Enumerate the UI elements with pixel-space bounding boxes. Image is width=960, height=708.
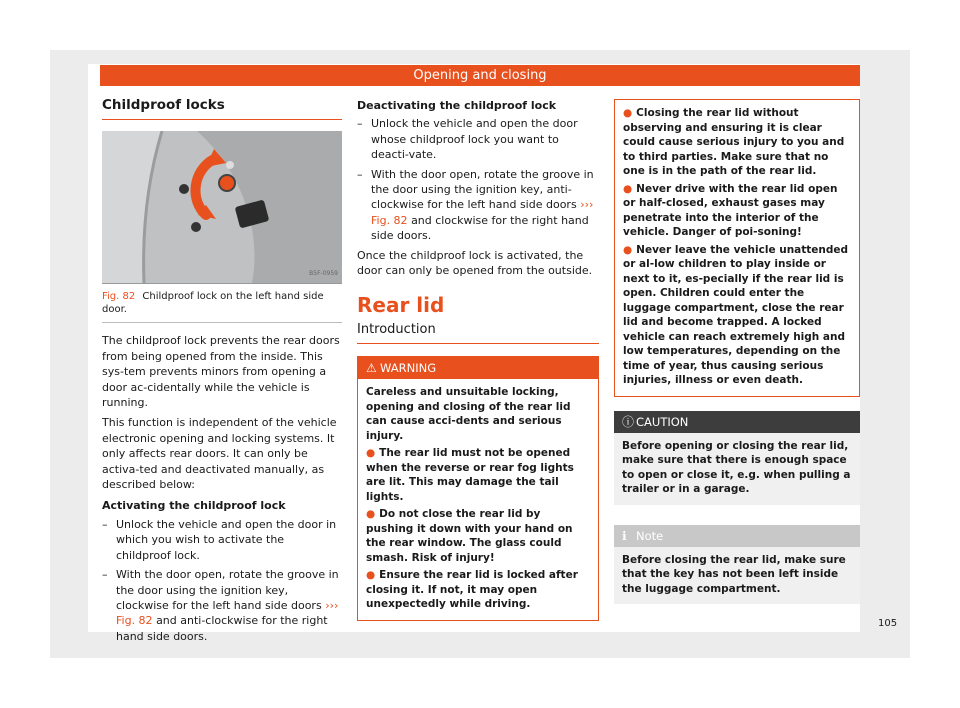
warning-item: ● Never drive with the rear lid open or half-closed, exhaust gases may penetrate into the interior of the vehicle. Danger of poi-soning! [623, 182, 838, 238]
caution-label: CAUTION [636, 414, 689, 429]
note-box [614, 525, 860, 605]
paragraph-after-activation: Once the childproof lock is activated, the door can only be opened from the outside. [357, 248, 593, 278]
warning-item: ● Ensure the rear lid is locked after closing it. If not, it may open unexpectedly while driving. [366, 569, 578, 611]
bullet-dot-icon: ● [623, 182, 633, 195]
middle-column [357, 98, 599, 633]
deactivating-steps [357, 116, 599, 243]
warning-continued-body [615, 100, 859, 396]
info-icon: ℹ [622, 528, 627, 543]
door-lock-illustration [102, 131, 342, 283]
warning-item: ● The rear lid must not be opened when the reverse or rear fog lights are lit. This may damage the tail lights. [366, 447, 574, 503]
figure-code: B5F-0959 [309, 270, 338, 277]
paragraph-function: This function is independent of the vehicle electronic opening and locking systems. It only affects rear doors. It can only be activa-ted and deactivated manually, as described below: [102, 416, 337, 492]
note-body: Before closing the rear lid, make sure that the key has not been left inside the luggage compartment. [614, 547, 860, 605]
figure-reference-link[interactable]: ››› Fig. 82 [371, 198, 594, 227]
bullet-dot-icon: ● [623, 107, 633, 119]
figure-caption-text: Childproof lock on the left hand side door. [102, 291, 324, 316]
warning-body [358, 379, 598, 620]
warning-box [357, 356, 599, 621]
caution-body: Before opening or closing the rear lid, make sure that there is enough space to open or close it, e.g. when pulling a trailer or in a garage. [614, 433, 860, 505]
section-title-childproof-locks: Childproof locks [102, 98, 342, 120]
section-title-rear-lid: Rear lid [357, 293, 445, 318]
subheading-deactivating: Deactivating the childproof lock [357, 99, 557, 112]
warning-item: ● Closing the rear lid without observing and ensuring it is clear could cause serious injury to you and to third parties. Make sure that no one is in the path of the rear lid. [623, 107, 845, 177]
deactivating-step: – Unlock the vehicle and open the door whose childproof lock you want to deacti-vate. [357, 116, 599, 162]
warning-item: ● Never leave the vehicle unattended or al-low children to play inside or next to it, es-pecially if the rear lid is open. Children could enter the luggage compartment, close the rear lid and become trapped. A locked vehicle can reach extremely high and low temperatures, depending on the time of year, thus causing serious injuries, illness or even death. [623, 243, 849, 386]
subheading-activating: Activating the childproof lock [102, 499, 286, 513]
bullet-dot-icon: ● [366, 447, 376, 460]
bullet-dot-icon: ● [366, 508, 376, 521]
activating-step: – Unlock the vehicle and open the door in which you wish to activate the childproof lock. [102, 517, 342, 563]
figure-label: Fig. 82 [102, 291, 136, 303]
activating-step: – With the door open, rotate the groove in the door using the ignition key, clockwise for the left hand side doors ››› Fig. 82 and anti-clockwise for the right hand side doors. [102, 567, 342, 644]
warning-header [358, 357, 598, 379]
subsection-title-introduction: Introduction [357, 322, 599, 344]
caution-circle-icon: ⓘ [622, 414, 635, 429]
note-header [614, 525, 860, 547]
page-number: 105 [878, 618, 898, 629]
warning-box-continued [614, 99, 860, 397]
note-label: Note [636, 528, 664, 543]
warning-triangle-icon: ⚠ [366, 361, 377, 376]
figure-reference-link[interactable]: ››› Fig. 82 [116, 598, 339, 628]
right-column [614, 99, 860, 616]
caution-box [614, 411, 860, 505]
paragraph-description: The childproof lock prevents the rear doors from being opened from the inside. This sys-tem prevents minors from opening a door ac-cidentally while the vehicle is running. [102, 334, 340, 410]
warning-intro: Careless and unsuitable locking, opening and closing of the rear lid can cause acci-dents and serious injury. [366, 386, 571, 442]
bullet-dot-icon: ● [366, 569, 376, 582]
warning-label: WARNING [380, 361, 437, 376]
bullet-dot-icon: ● [623, 243, 633, 256]
figure-childproof-lock [102, 131, 342, 284]
left-column [102, 98, 342, 648]
warning-item: ● Do not close the rear lid by pushing it down with your hand on the rear window. The glass could smash. Risk of injury! [366, 508, 573, 564]
figure-caption [102, 284, 342, 323]
activating-steps [102, 517, 342, 644]
chapter-header: Opening and closing [100, 65, 860, 86]
deactivating-step: – With the door open, rotate the groove in the door using the ignition key, anti-clockwise for the left hand side doors ››› Fig. 82 and clockwise for the right hand side doors. [357, 167, 599, 244]
caution-header [614, 411, 860, 433]
